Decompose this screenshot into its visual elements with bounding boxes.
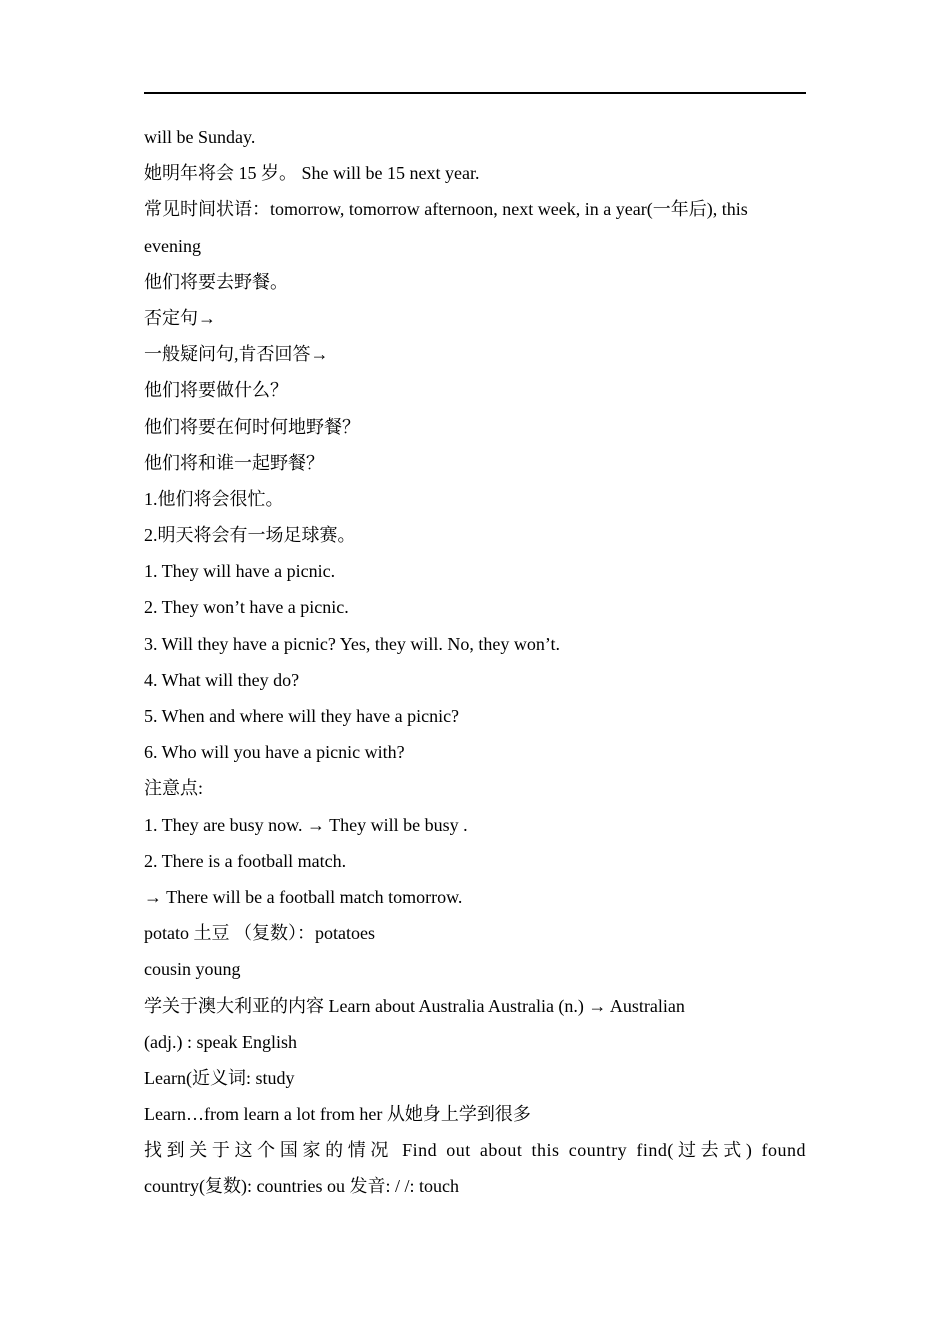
text-line: 2. There is a football match. <box>144 850 347 871</box>
text-line: 他们将和谁一起野餐？ <box>144 452 324 473</box>
text-line: 3. Will they have a picnic? Yes, they will. No, they won’t. <box>144 633 561 654</box>
text-line: Learn…from learn a lot from her 从她身上学到很多 <box>144 1104 531 1125</box>
text-line: potato 土豆 （复数）：potatoes <box>144 923 375 944</box>
text-line: will be Sunday. <box>144 127 256 147</box>
header-rule <box>144 92 806 94</box>
text-line: 1. They will have a picnic. <box>144 561 336 582</box>
text-line: (adj.) : speak English <box>144 1031 297 1052</box>
text-line: 1. They are busy now. → They will be busy . <box>144 814 468 835</box>
text-line: 6. Who will you have a picnic with? <box>144 742 405 763</box>
text-line-justified: 找到关于这个国家的情况 Find out about this country find(过去式) found <box>144 1140 806 1161</box>
text-line: evening <box>144 235 201 256</box>
document-body <box>144 119 806 1205</box>
text-line: 一般疑问句,肯否回答→ <box>144 344 329 365</box>
text-line: 1.他们将会很忙。 <box>144 488 284 509</box>
text-line: 他们将要去野餐。 <box>144 271 288 292</box>
text-line: 他们将要做什么？ <box>144 380 288 401</box>
text-line: Learn(近义词: study <box>144 1067 295 1088</box>
text-line: 她明年将会 15 岁。 She will be 15 next year. <box>144 163 480 184</box>
text-line: 常见时间状语：tomorrow, tomorrow afternoon, next week, in a year(一年后), this <box>144 199 748 220</box>
text-line: 2.明天将会有一场足球赛。 <box>144 525 356 546</box>
text-line: 他们将要在何时何地野餐？ <box>144 416 360 437</box>
text-line: 4. What will they do? <box>144 669 300 690</box>
text-line: 学关于澳大利亚的内容 Learn about Australia Australia (n.) → Australian <box>144 995 685 1016</box>
text-line: 否定句→ <box>144 307 216 328</box>
text-line: → There will be a football match tomorrow. <box>144 886 463 907</box>
text-line: cousin young <box>144 959 241 980</box>
text-line: country(复数): countries ou 发音: / /: touch <box>144 1176 459 1197</box>
text-line: 注意点: <box>144 778 204 799</box>
text-line: 5. When and where will they have a picnic? <box>144 706 460 726</box>
text-line: 2. They won’t have a picnic. <box>144 597 349 618</box>
